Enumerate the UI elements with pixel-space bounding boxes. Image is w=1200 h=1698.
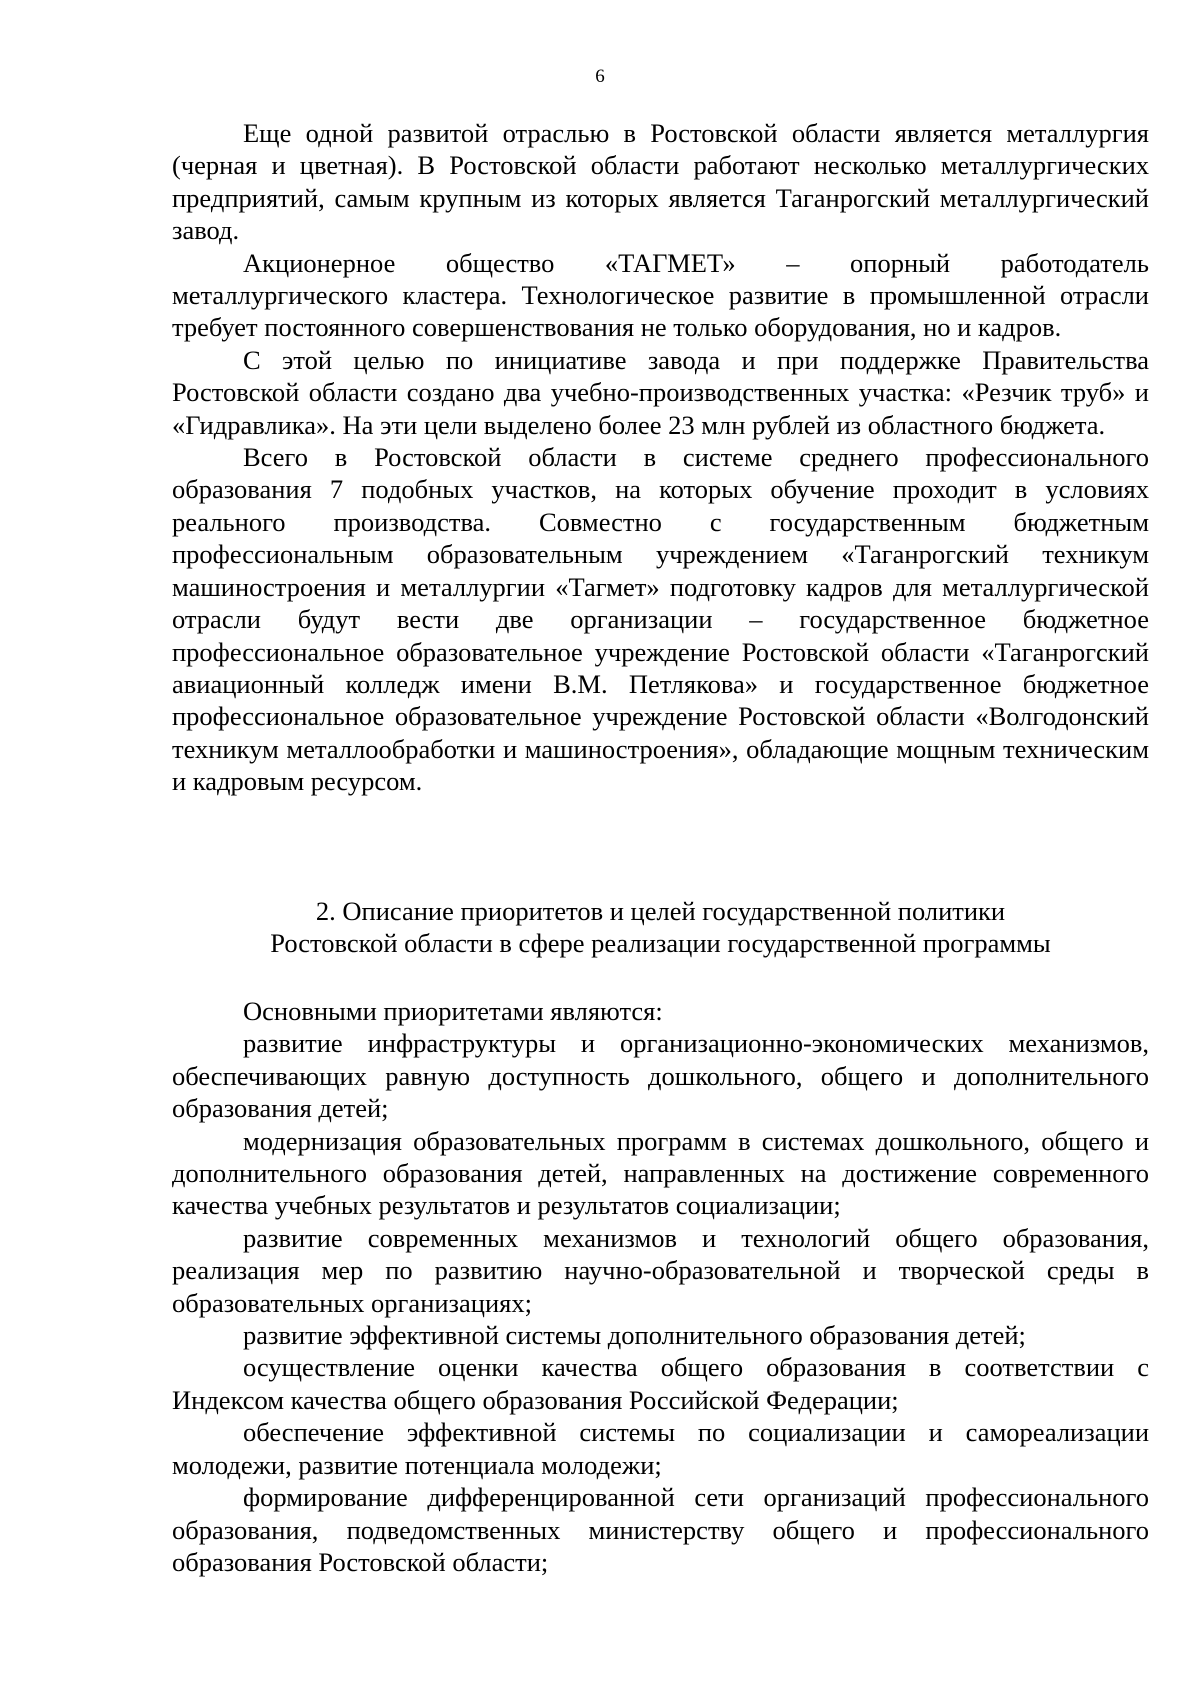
priority-item: формирование дифференцированной сети организаций профессионального образования, подведомственных министерству общего и профессионального образования Ростовской области; bbox=[172, 1482, 1149, 1577]
priority-item: развитие эффективной системы дополнительного образования детей; bbox=[243, 1320, 1026, 1351]
priority-item: развитие инфраструктуры и организационно-экономических механизмов, обеспечивающих равную доступность дошкольного, общего и дополнительного образования детей; bbox=[172, 1028, 1149, 1124]
section-heading bbox=[172, 895, 1149, 960]
priority-item: осуществление оценки качества общего образования в соответствии с Индексом качества общего образования Российской Федерации; bbox=[172, 1352, 1149, 1415]
paragraph-metallurgy: Еще одной развитой отраслью в Ростовской области является металлургия (черная и цветная). В Ростовской области работают несколько металлургических предприятий, самым крупным из которых является Таганрогский металлургический завод. bbox=[172, 118, 1149, 246]
section-heading-line-2: Ростовской области в сфере реализации государственной программы bbox=[270, 928, 1051, 959]
paragraph-tagmet: Акционерное общество «ТАГМЕТ» – опорный работодатель металлургического кластера. Технологическое развитие в промышленной отрасли требует постоянного совершенствования не только оборудования, но и кадров. bbox=[172, 247, 1149, 343]
section-heading-line-1: 2. Описание приоритетов и целей государственной политики bbox=[315, 896, 1006, 926]
priority-item: развитие современных механизмов и технологий общего образования, реализация мер по развитию научно-образовательной и творческой среды в образовательных организациях; bbox=[172, 1222, 1149, 1318]
priorities-section bbox=[172, 995, 1149, 1578]
priority-item: модернизация образовательных программ в системах дошкольного, общего и дополнительного образования детей, направленных на достижение современного качества учебных результатов и результатов социализации; bbox=[172, 1125, 1149, 1221]
paragraph-training-sites: С этой целью по инициативе завода и при поддержке Правительства Ростовской области создано два учебно-производственных участка: «Резчик труб» и «Гидравлика». На эти цели выделено более 23 млн рублей из областного бюджета. bbox=[172, 344, 1149, 440]
paragraph-vocational-education: Всего в Ростовской области в системе среднего профессионального образования 7 подобных участков, на которых обучение проходит в условиях реального производства. Совместно с государственным бюджетным профессиональным образовательным учреждением «Таганрогский техникум машиностроения и металлургии «Тагмет» подготовку кадров для металлургической отрасли будут вести две организации – государственное бюджетное профессиональное образовательное учреждение Ростовской области «Таганрогский авиационный колледж имени В.М. Петлякова» и государственное бюджетное профессиональное образовательное учреждение Ростовской области «Волгодонский техникум металлообработки и машиностроения», обладающие мощным техническим и кадровым ресурсом. bbox=[172, 442, 1149, 797]
industry-section bbox=[172, 117, 1149, 798]
priorities-intro: Основными приоритетами являются: bbox=[243, 996, 663, 1026]
priority-item: обеспечение эффективной системы по социализации и самореализации молодежи, развитие потенциала молодежи; bbox=[172, 1417, 1149, 1480]
page-number: 6 bbox=[595, 66, 605, 87]
